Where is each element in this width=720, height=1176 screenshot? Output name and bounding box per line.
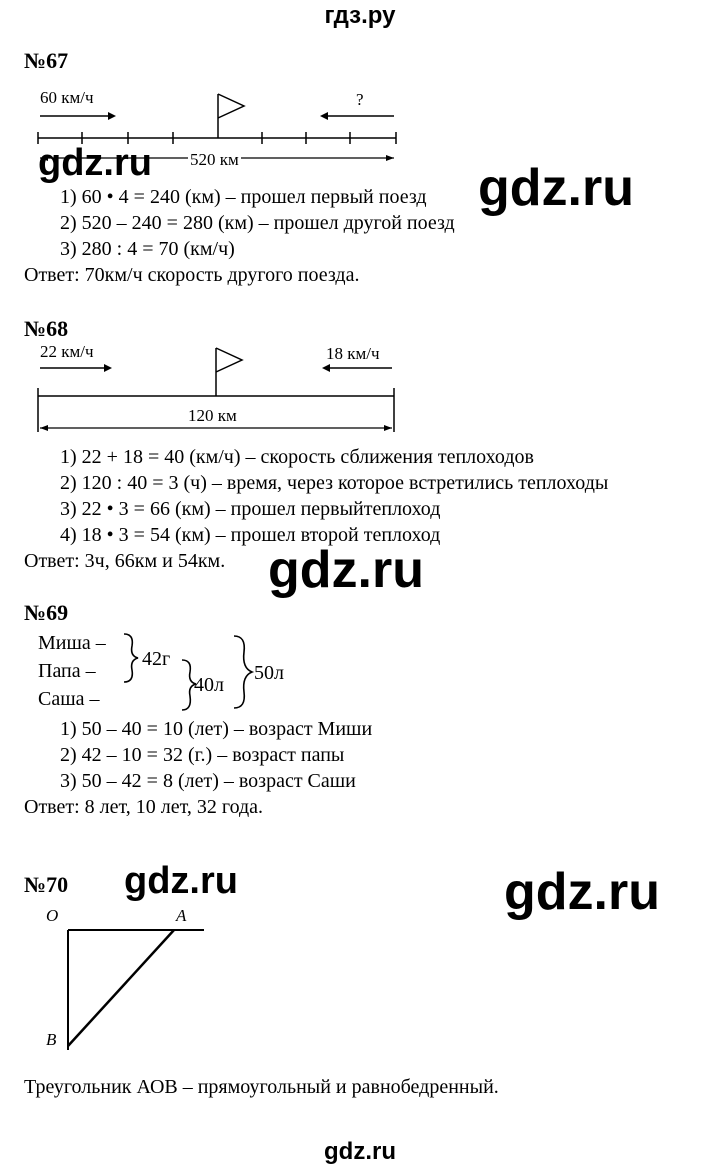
watermark: gdz.ru <box>268 541 424 599</box>
p69-brace-1 <box>124 634 138 682</box>
p68-speed-left-label: 22 км/ч <box>40 342 94 361</box>
problem-68-number: №68 <box>24 316 69 341</box>
p67-speed-right-label: ? <box>356 90 364 109</box>
p67-distance-label: 520 км <box>190 150 239 169</box>
p68-answer: Ответ: 3ч, 66км и 54км. <box>24 550 226 572</box>
p70-side-ab <box>68 930 174 1046</box>
p69-step-3: 3) 50 – 42 = 8 (лет) – возраст Саши <box>60 770 356 792</box>
site-footer: gdz.ru <box>324 1138 396 1165</box>
p69-brace-3-label: 50л <box>254 662 284 684</box>
p68-distance-label: 120 км <box>188 406 237 425</box>
watermark: gdz.ru <box>38 142 152 184</box>
p69-name-papa: Папа – <box>38 660 96 682</box>
p68-step-1: 1) 22 + 18 = 40 (км/ч) – скорость сближения теплоходов <box>60 446 534 468</box>
p70-answer: Треугольник АОВ – прямоугольный и равнобедренный. <box>24 1076 499 1098</box>
p69-name-misha: Миша – <box>38 632 106 654</box>
p67-left-arrowhead <box>108 112 116 120</box>
p69-brace-1-label: 42г <box>142 648 171 670</box>
p69-brace-2-label: 40л <box>194 674 224 696</box>
p67-step-2: 2) 520 – 240 = 280 (км) – прошел другой поезд <box>60 212 455 234</box>
watermark: gdz.ru <box>124 860 238 902</box>
watermark: gdz.ru <box>478 159 634 217</box>
p67-answer: Ответ: 70км/ч скорость другого поезда. <box>24 264 360 286</box>
p68-step-4: 4) 18 • 3 = 54 (км) – прошел второй теплоход <box>60 524 441 546</box>
p67-step-3: 3) 280 : 4 = 70 (км/ч) <box>60 238 235 260</box>
p70-vertex-o: O <box>46 906 59 925</box>
p67-speed-left-label: 60 км/ч <box>40 88 94 107</box>
p67-step-1: 1) 60 • 4 = 240 (км) – прошел первый поезд <box>60 186 427 208</box>
p69-step-2: 2) 42 – 10 = 32 (г.) – возраст папы <box>60 744 345 766</box>
problem-69-number: №69 <box>24 600 69 625</box>
p67-right-arrowhead <box>320 112 328 120</box>
p67-flag <box>218 94 244 118</box>
p68-flag <box>216 348 242 372</box>
p70-vertex-a: A <box>176 906 187 925</box>
p68-step-2: 2) 120 : 40 = 3 (ч) – время, через которое встретились теплоходы <box>60 472 609 494</box>
site-header: гдз.ру <box>324 2 396 29</box>
p69-name-sasha: Саша – <box>38 688 100 710</box>
watermark: gdz.ru <box>504 863 660 921</box>
p70-vertex-b: B <box>46 1030 57 1049</box>
p68-speed-right-label: 18 км/ч <box>326 344 380 363</box>
p69-answer: Ответ: 8 лет, 10 лет, 32 года. <box>24 796 264 818</box>
p69-brace-3 <box>234 636 252 708</box>
problem-67-number: №67 <box>24 48 69 73</box>
problem-70-number: №70 <box>24 872 69 897</box>
p69-step-1: 1) 50 – 40 = 10 (лет) – возраст Миши <box>60 718 373 740</box>
p68-step-3: 3) 22 • 3 = 66 (км) – прошел первыйтеплоход <box>60 498 441 520</box>
p70-triangle <box>60 924 210 1054</box>
